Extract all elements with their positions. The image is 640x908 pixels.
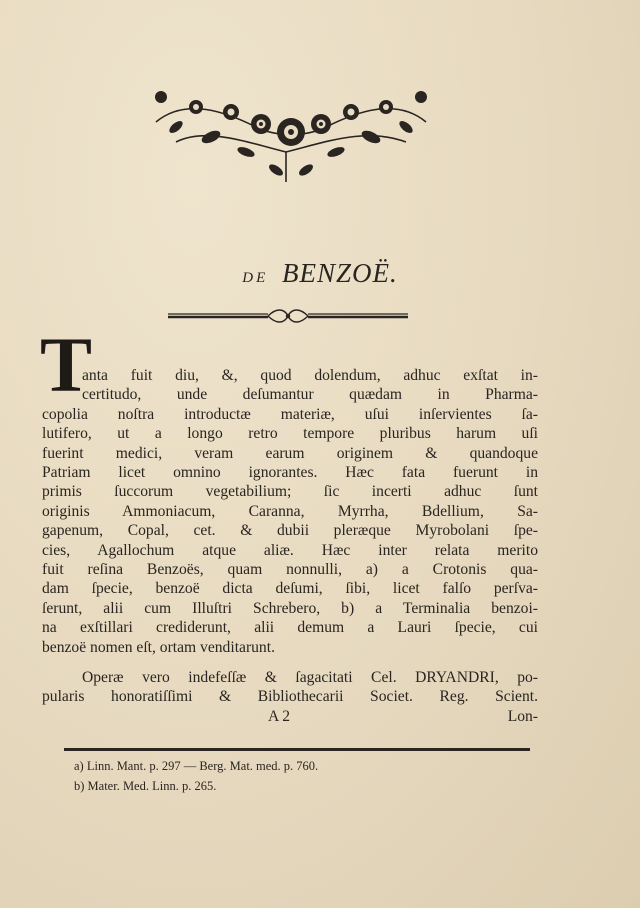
text-line: fuit reſina Benzoës, quam nonnulli, a) a Crotonis qua- — [42, 561, 538, 579]
text-line: Patriam licet omnino ignorantes. Hæc fata fuerunt in — [42, 464, 538, 482]
footnote-b: b) Mater. Med. Linn. p. 265. — [74, 779, 217, 793]
floral-headpiece-ornament — [136, 82, 446, 190]
text-line: dam ſpecie, benzoë dicta deſumi, ſibi, licet falſo perſva- — [42, 580, 538, 598]
text-line: copolia noſtra introductæ materiæ, uſui inſervientes ſa- — [42, 405, 538, 423]
footnotes — [74, 756, 318, 796]
text-line: anta fuit diu, &, quod dolendum, adhuc exſtat in- — [82, 367, 538, 384]
text-line: lutifero, ut a longo retro tempore pluribus harum uſi — [42, 425, 538, 443]
drop-cap-initial: T — [40, 321, 93, 408]
text-line: benzoë nomen eſt, ortam venditarunt. — [42, 638, 275, 656]
paragraph-main — [42, 366, 538, 657]
catchword: Lon- — [507, 708, 538, 725]
text-line: cies, Agallochum atque aliæ. Hæc inter relata merito — [42, 541, 538, 559]
text-line: originis Ammoniacum, Caranna, Myrrha, Bdellium, Sa- — [42, 502, 538, 520]
footnote-a: a) Linn. Mant. p. 297 — Berg. Mat. med. p. 760. — [74, 759, 319, 773]
text-line: certitudo, unde deſumantur quædam in Pharma- — [82, 386, 538, 404]
text-line: ſerunt, alii cum Illuſtri Schrebero, b) a Terminalia benzoi- — [42, 599, 538, 617]
text-line: primis ſuccorum vegetabilium; ſic incerti adhuc ſunt — [42, 483, 538, 501]
text-line: gapenum, Copal, cet. & dubii pleræque Myrobolani ſpe- — [42, 522, 538, 540]
text-line: fuerint medici, veram earum originem & quandoque — [42, 444, 538, 462]
title-prefix: DE — [242, 270, 269, 286]
text-line: pularis honoratiſſimi & Bibliothecarii Societ. Reg. Scient. — [42, 688, 538, 706]
title-main: BENZOË. — [281, 258, 398, 288]
text-line: na exſtillari crediderunt, alii demum a Lauri ſpecie, cui — [42, 619, 538, 637]
title-rule-ornament — [168, 308, 408, 324]
text-line: Operæ vero indefeſſæ & ſagacitati Cel. DRYANDRI, po- — [82, 669, 538, 686]
paragraph-second — [42, 668, 538, 707]
signature-mark: A 2 — [268, 708, 291, 725]
page-title — [0, 258, 640, 289]
footnote-rule — [64, 748, 530, 751]
